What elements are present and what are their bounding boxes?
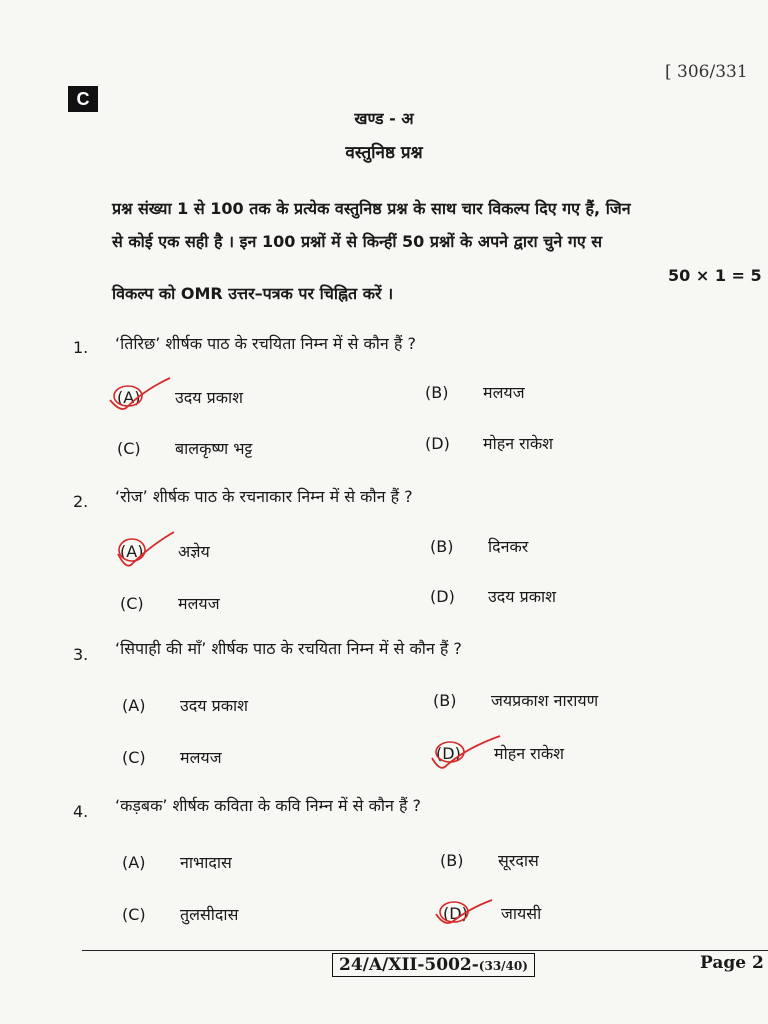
option-text: बालकृष्ण भट्ट <box>175 439 253 458</box>
answer-tick-mark <box>104 524 184 579</box>
option-c[interactable] <box>122 746 222 768</box>
instruction-line-2: से कोई एक सही है । इन 100 प्रश्नों में से किन्हीं 50 प्रश्नों के अपने द्वारा चुने गए स <box>112 232 603 251</box>
option-text: उदय प्रकाश <box>175 388 244 407</box>
question-text: ‘तिरिछ’ शीर्षक पाठ के रचयिता निम्न में से कौन हैं ? <box>115 334 416 353</box>
option-text: अज्ञेय <box>178 542 210 561</box>
instruction-line-1: प्रश्न संख्या 1 से 100 तक के प्रत्येक वस्तुनिष्ठ प्रश्न के साथ चार विकल्प दिए गए हैं, जिन <box>112 199 631 218</box>
option-label: (C) <box>120 594 144 613</box>
option-text: सूरदास <box>498 851 539 870</box>
option-label: (A) <box>117 388 141 407</box>
option-label: (C) <box>122 905 146 924</box>
answer-tick-mark <box>100 370 180 420</box>
option-label: (B) <box>433 691 457 710</box>
option-text: मलयज <box>178 594 220 613</box>
marks-allocation: 50 × 1 = 5 <box>668 266 762 285</box>
option-c[interactable] <box>117 437 252 459</box>
option-b[interactable] <box>433 689 598 711</box>
footer-code-sheet: (33/40) <box>478 959 528 973</box>
option-a[interactable] <box>122 851 232 873</box>
question-text: ‘कड़बक’ शीर्षक कविता के कवि निम्न में से कौन हैं ? <box>115 796 422 815</box>
answer-tick-mark <box>420 728 510 776</box>
option-label: (C) <box>117 439 141 458</box>
question-text: ‘रोज’ शीर्षक पाठ के रचनाकार निम्न में से कौन हैं ? <box>115 487 413 506</box>
option-text: उदय प्रकाश <box>180 696 249 715</box>
option-label: (B) <box>430 537 454 556</box>
option-c[interactable] <box>122 903 238 925</box>
option-label: (D) <box>436 744 461 763</box>
option-label: (D) <box>425 434 450 453</box>
question-number: 3. <box>73 645 89 664</box>
section-title: खण्ड - अ <box>354 109 414 128</box>
paper-code: [ 306/331 <box>665 62 748 82</box>
option-label: (B) <box>425 383 449 402</box>
set-badge: C <box>68 86 98 112</box>
instruction-line-3: विकल्प को OMR उत्तर–पत्रक पर चिह्नित करें । <box>112 284 394 303</box>
option-text: मलयज <box>180 748 222 767</box>
option-label: (C) <box>122 748 146 767</box>
footer-code-text: 24/A/XII-5002- <box>339 955 479 975</box>
answer-tick-mark <box>424 888 504 933</box>
option-a[interactable] <box>122 694 248 716</box>
option-text: उदय प्रकाश <box>488 587 557 606</box>
option-label: (B) <box>440 851 464 870</box>
option-text: मलयज <box>483 383 525 402</box>
option-d[interactable] <box>425 432 553 454</box>
option-label: (A) <box>122 853 146 872</box>
option-text: नाभादास <box>180 853 232 872</box>
option-b[interactable] <box>430 535 528 557</box>
footer-code <box>332 953 535 977</box>
option-b[interactable] <box>440 849 539 871</box>
option-b[interactable] <box>425 381 525 403</box>
option-label: (A) <box>120 542 144 561</box>
option-text: तुलसीदास <box>180 905 239 924</box>
option-d[interactable] <box>430 585 556 607</box>
option-text: दिनकर <box>488 537 529 556</box>
option-c[interactable] <box>120 592 220 614</box>
option-label: (D) <box>443 904 468 923</box>
page-number: Page 2 <box>700 953 764 973</box>
question-text: ‘सिपाही की माँ’ शीर्षक पाठ के रचयिता निम्न में से कौन हैं ? <box>115 639 462 658</box>
option-label: (D) <box>430 587 455 606</box>
option-text: मोहन राकेश <box>494 744 565 763</box>
option-text: जयप्रकाश नारायण <box>491 691 599 710</box>
section-subtitle: वस्तुनिष्ठ प्रश्न <box>345 143 423 163</box>
option-text: मोहन राकेश <box>483 434 554 453</box>
option-text: जायसी <box>501 904 542 923</box>
question-number: 4. <box>73 802 89 821</box>
option-label: (A) <box>122 696 146 715</box>
question-number: 2. <box>73 492 89 511</box>
footer-divider <box>82 950 768 951</box>
question-number: 1. <box>73 338 89 357</box>
